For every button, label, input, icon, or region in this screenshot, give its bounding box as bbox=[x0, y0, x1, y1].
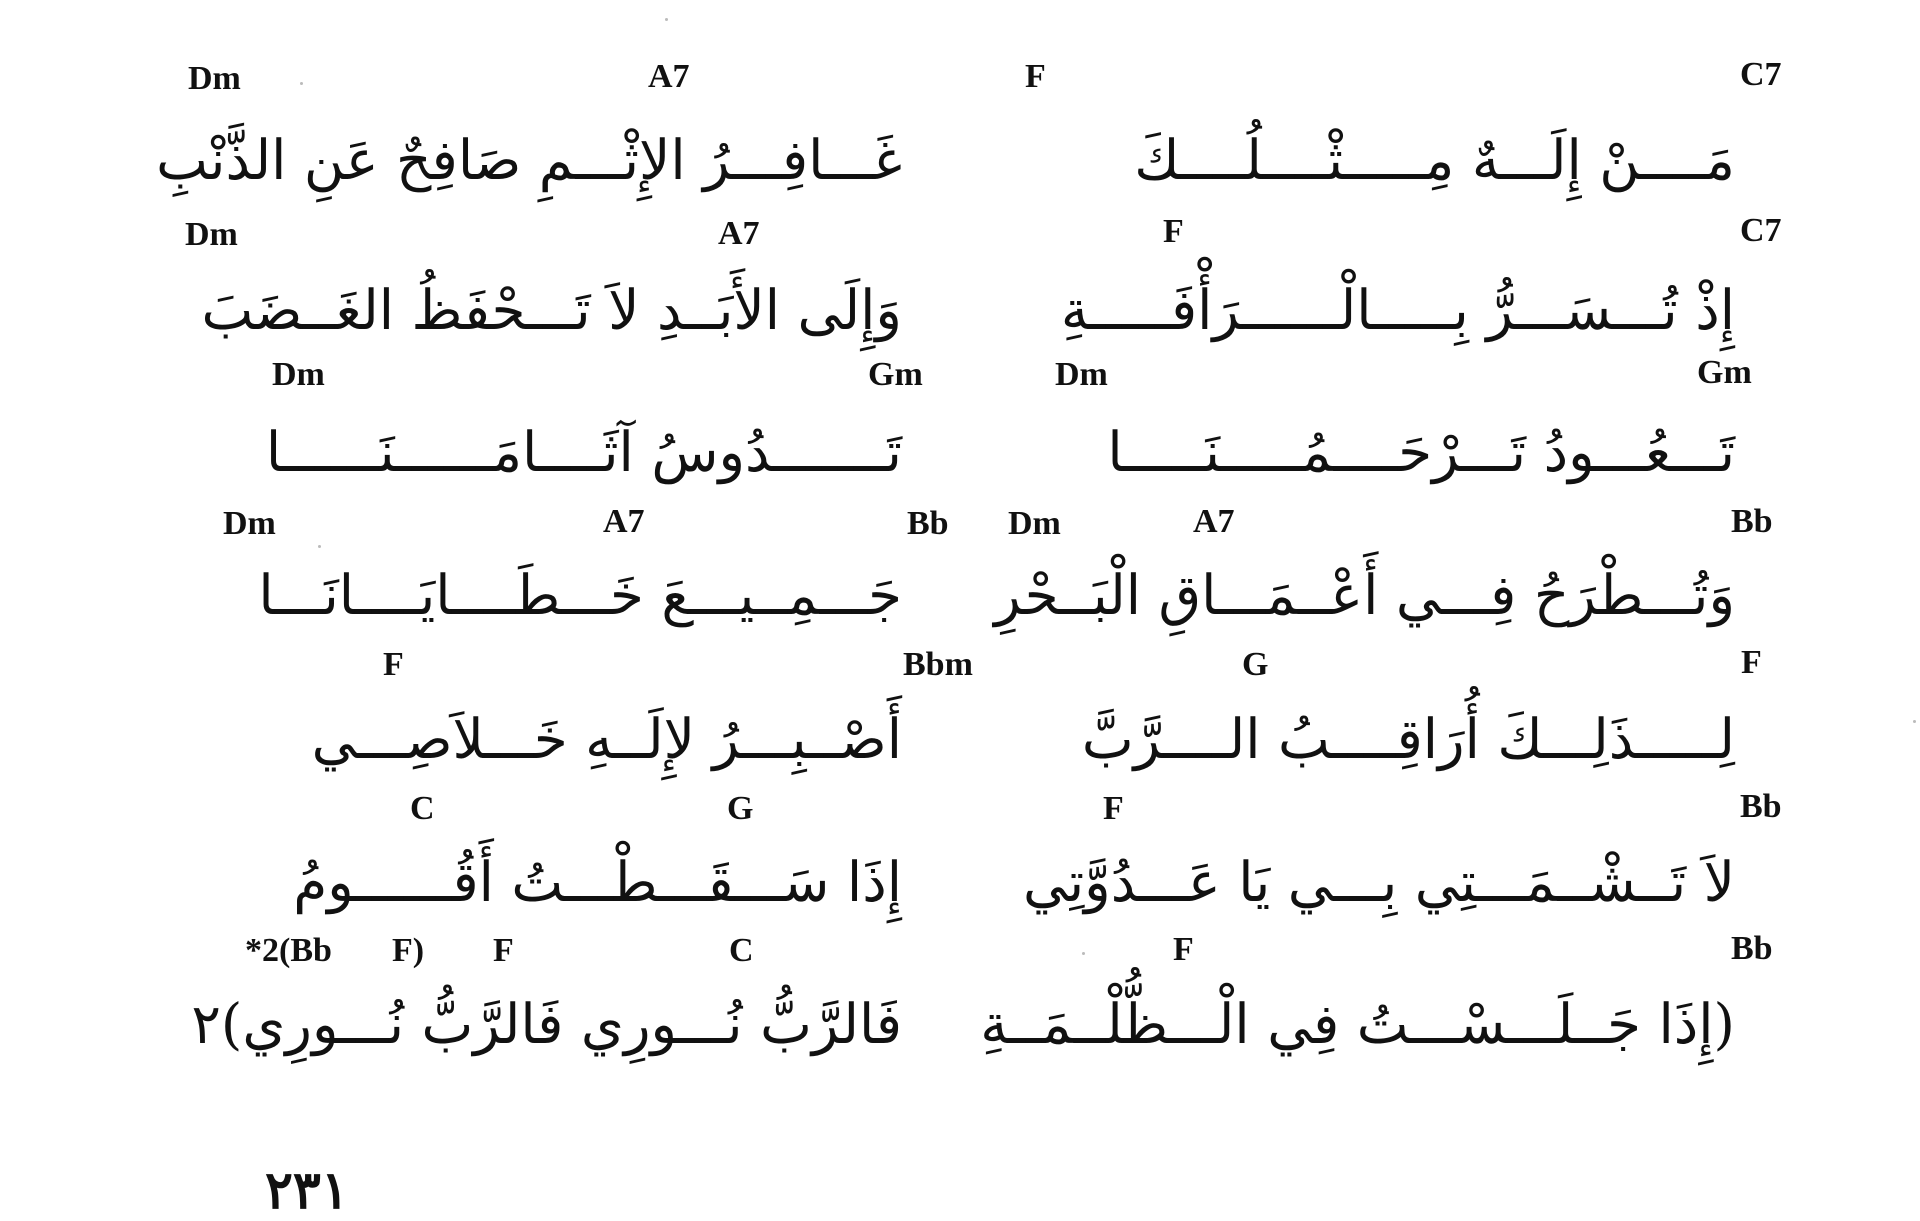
chord: A7 bbox=[603, 503, 645, 540]
page-number: ٢٣١ bbox=[265, 1160, 349, 1221]
chord: F bbox=[1025, 58, 1046, 95]
chord: C bbox=[729, 932, 754, 969]
lyric-right: وَتُـــطْرَحُ فِـــي أَعْــمَـــاقِ الْبَــحْرِ bbox=[994, 563, 1735, 627]
chord: Gm bbox=[868, 356, 923, 393]
chord: Bb bbox=[1731, 930, 1773, 967]
lyric-right: مَــــنْ إِلَـــهٌ مِـــــثْــــلُــــكَ bbox=[1134, 128, 1735, 192]
scan-speck bbox=[1082, 952, 1085, 955]
chord: A7 bbox=[1193, 503, 1235, 540]
lyric-left: إِذَا سَـــقَـــطْـــتُ أَقُــــــومُ bbox=[293, 850, 902, 914]
chord: A7 bbox=[648, 58, 690, 95]
lyric-right: إِذْ تُـــسَـــرُّ بِـــــالْــــــرَأْفَـــــةِ bbox=[1060, 278, 1735, 342]
chord: F) bbox=[392, 932, 425, 969]
chord: A7 bbox=[718, 215, 760, 252]
chord: Dm bbox=[1008, 505, 1061, 542]
scan-speck bbox=[300, 82, 303, 85]
chord: Bb bbox=[1731, 503, 1773, 540]
chord: Bb bbox=[907, 505, 949, 542]
chord: F bbox=[1103, 790, 1124, 827]
chord: F bbox=[1741, 644, 1762, 681]
chord: F bbox=[493, 932, 514, 969]
lyric-right: لِـــــذَلِـــكَ أُرَاقِــــبُ الــــرَّبَّ bbox=[1081, 707, 1735, 771]
chord: *2(Bb bbox=[245, 932, 332, 969]
chord: F bbox=[383, 646, 404, 683]
chord: Dm bbox=[185, 216, 238, 253]
lyric-left: فَالرَّبُّ نُـــورِي فَالرَّبُّ نُـــورِي)٢ bbox=[191, 992, 902, 1056]
lyric-left: وَإِلَى الأَبَــدِ لاَ تَـــحْفَظُ الغَــضَبَ bbox=[201, 278, 902, 342]
lyric-left: جَـــمِــيـــعَ خَـــطَــــايَــــانَـــا bbox=[258, 563, 902, 627]
chord: Dm bbox=[188, 60, 241, 97]
chord: F bbox=[1163, 213, 1184, 250]
chord: G bbox=[1242, 646, 1269, 683]
lyric-right: تَـــعُـــودُ تَـــرْحَــــمُـــــنَـــــا bbox=[1107, 420, 1735, 484]
lyric-right: (إِذَا جَــلَـــسْـــتُ فِي الْـــظُّلْــمَــةِ bbox=[980, 992, 1735, 1056]
chord: Bbm bbox=[903, 646, 973, 683]
chord: Bb bbox=[1740, 788, 1782, 825]
chord: C7 bbox=[1740, 212, 1782, 249]
lyric-left: أَصْــبِـــرُ لإِلَــهِ خَـــلاَصِـــي bbox=[311, 707, 902, 771]
lyric-left: غَـــافِـــرُ الإِثْـــمِ صَافِحٌ عَنِ الذَّنْبِ bbox=[156, 128, 902, 192]
lyric-left: تَـــــــدُوسُ آثَــــامَــــــنَــــــا bbox=[265, 420, 902, 484]
lyric-right: لاَ تَــشْــمَـــتِي بِـــي يَا عَـــدُوَّتِي bbox=[1023, 850, 1735, 914]
chord: Dm bbox=[223, 505, 276, 542]
chord: F bbox=[1173, 931, 1194, 968]
scan-speck bbox=[1913, 720, 1916, 723]
chord: G bbox=[727, 790, 754, 827]
scan-speck bbox=[665, 18, 668, 21]
chord: Gm bbox=[1697, 354, 1752, 391]
chord: Dm bbox=[1055, 356, 1108, 393]
scan-speck bbox=[318, 545, 321, 548]
chord: C7 bbox=[1740, 56, 1782, 93]
chord: Dm bbox=[272, 356, 325, 393]
chord: C bbox=[410, 790, 435, 827]
